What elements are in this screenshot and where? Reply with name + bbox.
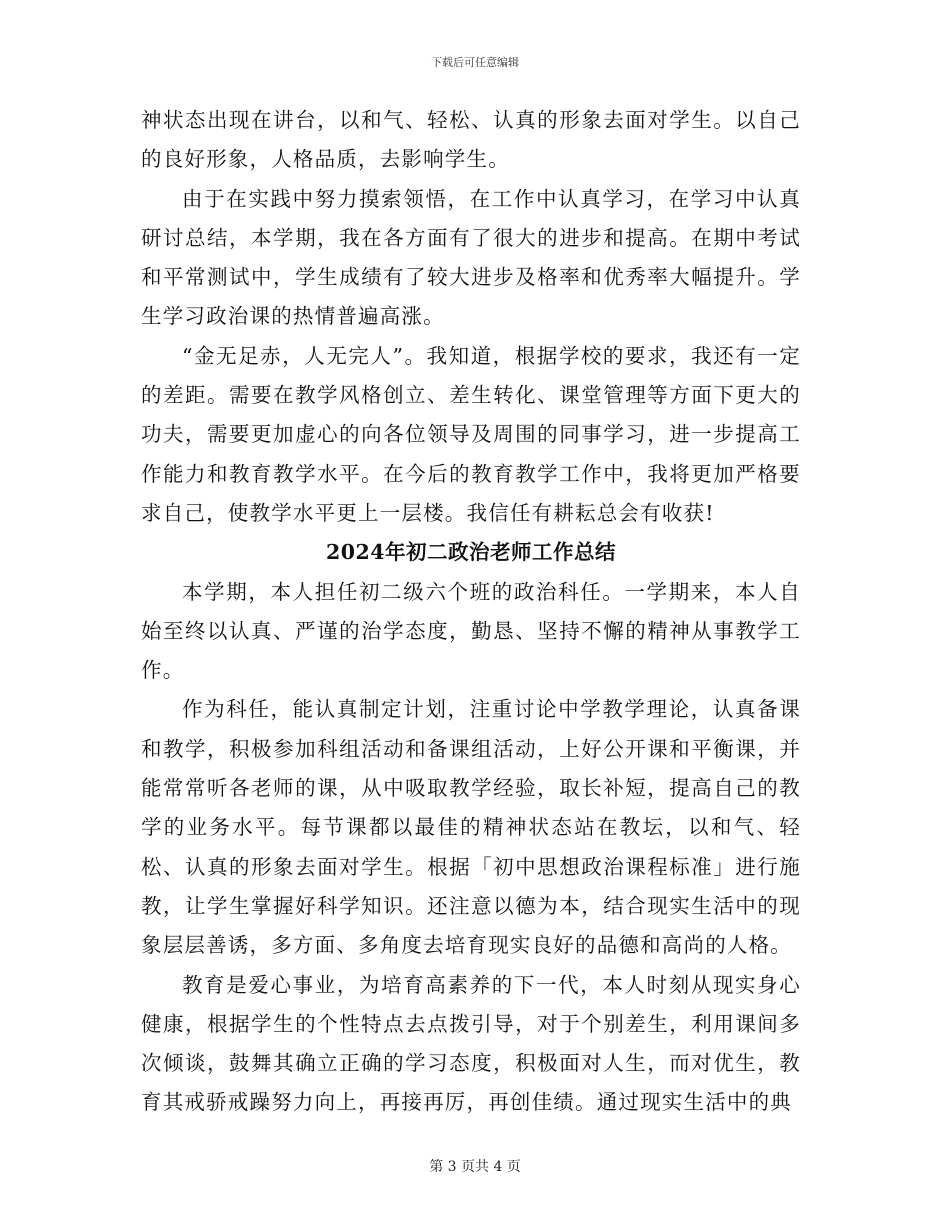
document-body xyxy=(141,101,801,1123)
paragraph-6: 教育是爱心事业，为培育高素养的下一代，本人时刻从现实身心健康，根据学生的个性特点去点拨引导，对于个别差生，利用课间多次倾谈，鼓舞其确立正确的学习态度，积极面对人生，而对优生，教育其戒骄戒躁努力向上，再接再厉，再创佳绩。通过现实生活中的典 xyxy=(141,972,801,1115)
paragraph-3: “金无足赤，人无完人”。我知道，根据学校的要求，我还有一定的差距。需要在教学风格创立、差生转化、课堂管理等方面下更大的功夫，需要更加虚心的向各位领导及周围的同事学习，进一步提高工作能力和教育教学水平。在今后的教育教学工作中，我将更加严格要求自己，使教学水平更上一层楼。我信任有耕耘总会有收获! xyxy=(141,343,801,525)
paragraph-1: 神状态出现在讲台，以和气、轻松、认真的形象去面对学生。以自己的良好形象，人格品质，去影响学生。 xyxy=(141,108,801,172)
paragraph-5: 作为科任，能认真制定计划，注重讨论中学教学理论，认真备课和教学，积极参加科组活动和备课组活动，上好公开课和平衡课，并能常常听各老师的课，从中吸取教学经验，取长补短，提高自己的教学的业务水平。每节课都以最佳的精神状态站在教坛，以和气、轻松、认真的形象去面对学生。根据「初中思想政治课程标准」进行施教，让学生掌握好科学知识。还注意以德为本，结合现实生活中的现象层层善诱，多方面、多角度去培育现实良好的品德和高尚的人格。 xyxy=(141,697,801,958)
paragraph-2: 由于在实践中努力摸索领悟，在工作中认真学习，在学习中认真研讨总结，本学期，我在各方面有了很大的进步和提高。在期中考试和平常测试中，学生成绩有了较大进步及格率和优秀率大幅提升。学生学习政治课的热情普遍高涨。 xyxy=(141,186,801,329)
page-header: 下载后可任意编辑 xyxy=(431,56,519,69)
section-title: 2024年初二政治老师工作总结 xyxy=(325,540,617,565)
page-footer: 第 3 页共 4 页 xyxy=(429,1159,521,1175)
paragraph-4: 本学期，本人担任初二级六个班的政治科任。一学期来，本人自始至终以认真、严谨的治学态度，勤恳、坚持不懈的精神从事教学工作。 xyxy=(141,579,801,683)
